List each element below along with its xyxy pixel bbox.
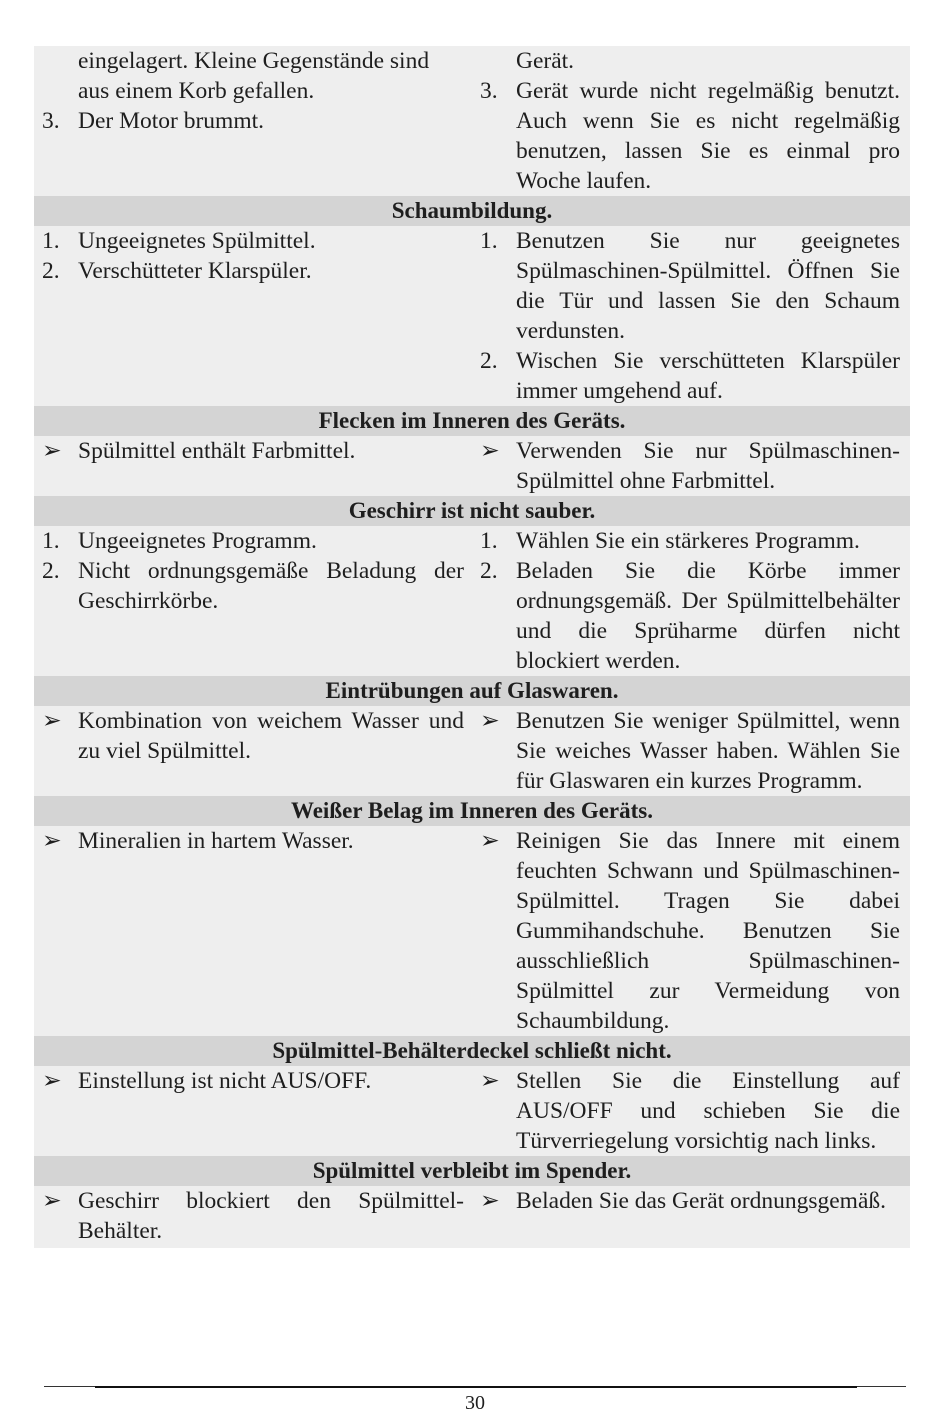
list-marker: 2. bbox=[480, 348, 498, 374]
list-text: Benutzen Sie weniger Spülmittel, wenn Sie weiches Wasser haben. Wählen Sie für Glaswaren ein kurzes Programm. bbox=[516, 708, 900, 794]
list-marker: 2. bbox=[42, 258, 60, 284]
solution-cell bbox=[472, 226, 910, 406]
list-text: Der Motor brummt. bbox=[78, 108, 265, 134]
list-text: Ungeeignetes Programm. bbox=[78, 528, 317, 554]
solution-cell bbox=[472, 1186, 910, 1246]
problem-cell bbox=[34, 1186, 472, 1246]
page-number: 30 bbox=[465, 1392, 485, 1414]
solution-cell bbox=[472, 46, 910, 196]
list-text: Gerät wurde nicht regelmäßig benutzt. Auch wenn Sie es nicht regelmäßig benutzen, lassen Sie es einmal pro Woche laufen. bbox=[516, 78, 900, 194]
section-heading: Schaumbildung. bbox=[34, 196, 910, 226]
section-heading: Eintrübungen auf Glaswaren. bbox=[34, 676, 910, 706]
arrow-bullet-icon: ➢ bbox=[480, 1188, 500, 1214]
list-text: Benutzen Sie nur geeignetes Spülmaschinen-Spülmittel. Öffnen Sie die Tür und lassen Sie den Schaum verdunsten. bbox=[516, 228, 900, 344]
list-text: Beladen Sie die Körbe immer ordnungsgemäß. Der Spülmittelbehälter und die Sprüharme dürfen nicht blockiert werden. bbox=[516, 558, 900, 674]
list-item bbox=[480, 346, 900, 406]
problem-cell bbox=[34, 706, 472, 796]
table-row bbox=[34, 526, 910, 676]
list-item bbox=[42, 826, 464, 856]
table-row bbox=[34, 1186, 910, 1246]
section-heading: Flecken im Inneren des Geräts. bbox=[34, 406, 910, 436]
table-row bbox=[34, 46, 910, 196]
problem-cell bbox=[34, 826, 472, 1036]
list-item bbox=[42, 706, 464, 766]
section-heading: Weißer Belag im Inneren des Geräts. bbox=[34, 796, 910, 826]
problem-cell bbox=[34, 1066, 472, 1156]
list-item bbox=[480, 706, 900, 796]
solution-cell bbox=[472, 706, 910, 796]
list-marker: 1. bbox=[480, 528, 498, 554]
list-item bbox=[42, 436, 464, 466]
list-item bbox=[42, 46, 464, 106]
solution-cell bbox=[472, 1066, 910, 1156]
list-text: Ungeeignetes Spülmittel. bbox=[78, 228, 316, 254]
list-marker bbox=[42, 46, 78, 106]
arrow-bullet-icon: ➢ bbox=[480, 708, 500, 734]
troubleshooting-table bbox=[34, 46, 910, 1248]
section-heading: Geschirr ist nicht sauber. bbox=[34, 496, 910, 526]
list-text: Verwenden Sie nur Spülmaschinen-Spülmittel ohne Farbmittel. bbox=[516, 438, 900, 494]
list-text: Geschirr blockiert den Spülmittel-Behälter. bbox=[78, 1188, 464, 1244]
list-item bbox=[480, 556, 900, 676]
list-text: Beladen Sie das Gerät ordnungsgemäß. bbox=[516, 1188, 887, 1214]
list-marker: 1. bbox=[480, 228, 498, 254]
list-item bbox=[42, 526, 464, 556]
list-text: Spülmittel enthält Farbmittel. bbox=[78, 438, 356, 464]
list-item bbox=[480, 1066, 900, 1156]
list-marker: 3. bbox=[42, 108, 60, 134]
list-text: Stellen Sie die Einstellung auf AUS/OFF und schieben Sie die Türverriegelung vorsichtig nach links. bbox=[516, 1068, 900, 1154]
list-marker: 3. bbox=[480, 78, 498, 104]
arrow-bullet-icon: ➢ bbox=[42, 828, 62, 854]
problem-cell bbox=[34, 436, 472, 496]
list-marker: 2. bbox=[42, 558, 60, 584]
footer-divider-accent bbox=[95, 1386, 857, 1388]
section-heading: Spülmittel verbleibt im Spender. bbox=[34, 1156, 910, 1186]
arrow-bullet-icon: ➢ bbox=[480, 828, 500, 854]
list-item bbox=[480, 226, 900, 346]
arrow-bullet-icon: ➢ bbox=[42, 1188, 62, 1214]
list-marker: 1. bbox=[42, 228, 60, 254]
table-row bbox=[34, 706, 910, 796]
list-item bbox=[42, 256, 464, 286]
list-text: eingelagert. Kleine Gegenstände sind aus einem Korb gefallen. bbox=[78, 48, 430, 104]
solution-cell bbox=[472, 526, 910, 676]
solution-cell bbox=[472, 436, 910, 496]
list-text: Nicht ordnungsgemäße Beladung der Geschirrkörbe. bbox=[78, 558, 464, 614]
list-text: Wischen Sie verschütteten Klarspüler immer umgehend auf. bbox=[516, 348, 900, 404]
list-item bbox=[480, 1186, 900, 1216]
problem-cell bbox=[34, 526, 472, 676]
list-item bbox=[42, 1066, 464, 1096]
list-item bbox=[42, 226, 464, 256]
table-bottom-padding bbox=[34, 1246, 910, 1248]
problem-cell bbox=[34, 226, 472, 406]
table-row bbox=[34, 1066, 910, 1156]
list-marker: 2. bbox=[480, 558, 498, 584]
list-item bbox=[480, 526, 900, 556]
table-row bbox=[34, 436, 910, 496]
list-item bbox=[480, 46, 900, 76]
arrow-bullet-icon: ➢ bbox=[480, 438, 500, 464]
list-item bbox=[480, 826, 900, 1036]
section-heading: Spülmittel-Behälterdeckel schließt nicht. bbox=[34, 1036, 910, 1066]
list-text: Einstellung ist nicht AUS/OFF. bbox=[78, 1068, 372, 1094]
list-marker bbox=[480, 46, 516, 76]
list-item bbox=[42, 1186, 464, 1246]
arrow-bullet-icon: ➢ bbox=[42, 1068, 62, 1094]
list-item bbox=[42, 556, 464, 616]
list-text: Mineralien in hartem Wasser. bbox=[78, 828, 354, 854]
list-text: Reinigen Sie das Innere mit einem feuchten Schwann und Spülmaschinen-Spülmittel. Tragen Sie dabei Gummihandschuhe. Benutzen Sie ausschließlich Spülmaschinen-Spülmittel zur Vermeidung von Schaumbildung. bbox=[516, 828, 900, 1034]
table-row bbox=[34, 226, 910, 406]
list-item bbox=[480, 76, 900, 196]
table-row bbox=[34, 826, 910, 1036]
list-text: Wählen Sie ein stärkeres Programm. bbox=[516, 528, 860, 554]
list-text: Gerät. bbox=[516, 48, 575, 74]
arrow-bullet-icon: ➢ bbox=[480, 1068, 500, 1094]
list-text: Kombination von weichem Wasser und zu viel Spülmittel. bbox=[78, 708, 464, 764]
solution-cell bbox=[472, 826, 910, 1036]
list-marker: 1. bbox=[42, 528, 60, 554]
problem-cell bbox=[34, 46, 472, 196]
list-item bbox=[42, 106, 464, 136]
list-item bbox=[480, 436, 900, 496]
list-text: Verschütteter Klarspüler. bbox=[78, 258, 312, 284]
arrow-bullet-icon: ➢ bbox=[42, 438, 62, 464]
arrow-bullet-icon: ➢ bbox=[42, 708, 62, 734]
